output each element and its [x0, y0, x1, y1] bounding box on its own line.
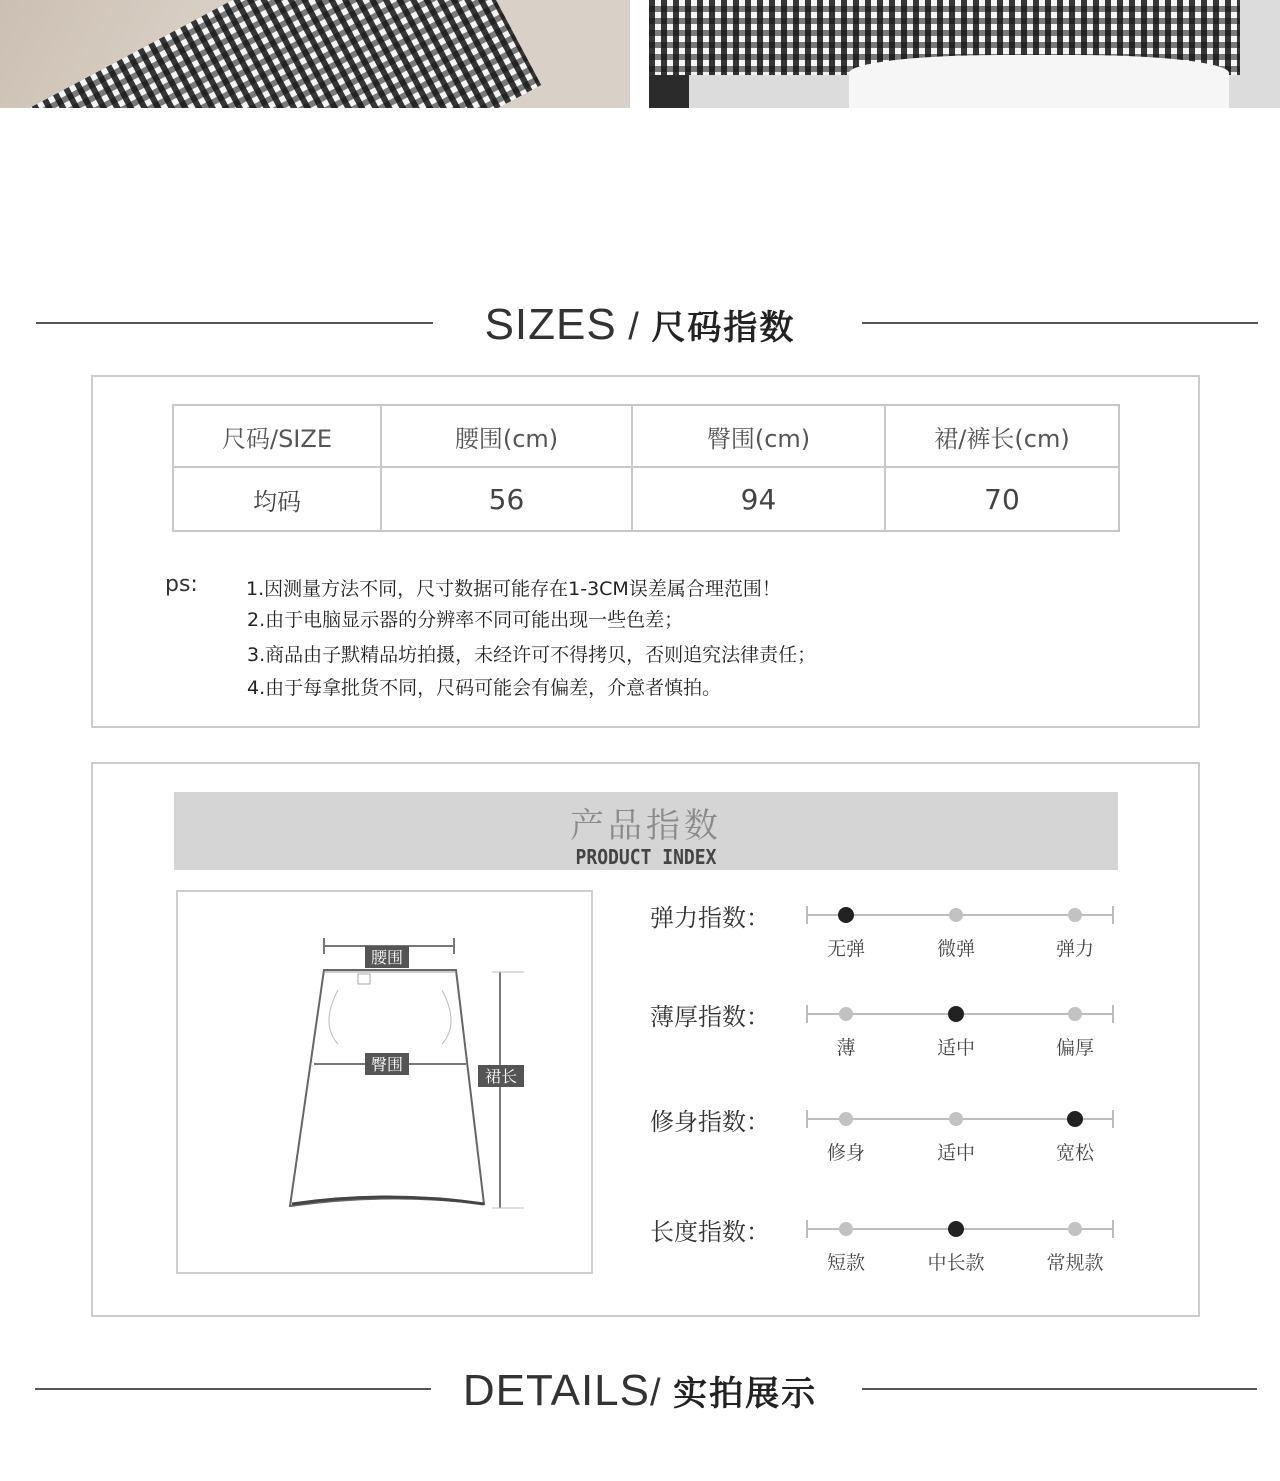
index-dot-selected [1067, 1111, 1083, 1127]
index-option: 宽松 [1055, 1142, 1095, 1164]
details-heading-slash: / [650, 1372, 674, 1414]
length-label: 裙长 [484, 1067, 518, 1086]
sizes-heading-slash: / [616, 306, 652, 348]
size-table-header: 尺码/SIZE [173, 405, 381, 467]
product-photo-left [0, 0, 630, 108]
sizes-heading [0, 300, 1280, 350]
index-track-cap [806, 1220, 808, 1238]
details-heading [0, 1366, 1280, 1416]
index-option: 适中 [936, 1037, 976, 1059]
index-option: 适中 [936, 1142, 976, 1164]
skirt-outline [290, 970, 484, 1206]
index-track-cap [1112, 906, 1114, 924]
skirt-diagram [178, 892, 591, 1272]
index-dot [839, 1007, 853, 1021]
index-label: 弹力指数： [650, 904, 770, 932]
sizes-heading-cn: 尺码指数 [651, 308, 796, 348]
index-label: 修身指数： [650, 1108, 770, 1136]
white-lining [849, 55, 1229, 108]
note-item: 1.因测量方法不同，尺寸数据可能存在1-3CM误差属合理范围！ [246, 578, 781, 600]
product-index-title-en: PRODUCT INDEX [575, 845, 717, 870]
index-track [806, 914, 1114, 916]
sizes-heading-en: SIZES [484, 300, 617, 349]
heading-rule-right [862, 1388, 1257, 1390]
note-item: 4.由于每拿批货不同，尺码可能会有偏差，介意者慎拍。 [247, 677, 722, 699]
index-dot [839, 1222, 853, 1236]
notes-label: ps: [165, 572, 198, 597]
hip-label: 臀围 [370, 1055, 404, 1074]
index-dot-selected [948, 1221, 964, 1237]
waist-label: 腰围 [370, 948, 404, 967]
size-table-cell: 56 [381, 467, 632, 531]
index-dot [949, 1112, 963, 1126]
index-dot-selected [948, 1006, 964, 1022]
size-table-header: 裙/裤长(cm) [885, 405, 1119, 467]
heading-rule-right [862, 322, 1258, 324]
index-option: 微弹 [936, 938, 976, 960]
index-label: 薄厚指数： [650, 1003, 770, 1031]
index-dot [949, 908, 963, 922]
heading-rule-left [35, 1388, 431, 1390]
index-option: 中长款 [927, 1252, 985, 1274]
details-heading-cn: 实拍展示 [673, 1374, 818, 1414]
product-index-banner [174, 792, 1118, 870]
size-table [172, 404, 1120, 532]
size-table-cell: 70 [885, 467, 1119, 531]
index-dot [839, 1112, 853, 1126]
index-track-cap [806, 906, 808, 924]
heading-rule-left [36, 322, 433, 324]
index-option: 薄 [836, 1037, 856, 1059]
size-table-header: 腰围(cm) [381, 405, 632, 467]
skirt-diagram-box [176, 890, 593, 1274]
size-table-cell: 94 [632, 467, 885, 531]
index-option: 弹力 [1055, 938, 1095, 960]
size-table-cell: 均码 [173, 467, 381, 531]
index-option: 偏厚 [1055, 1037, 1095, 1059]
table-row [173, 467, 1119, 531]
index-track-cap [806, 1110, 808, 1128]
details-heading-en: DETAILS [462, 1366, 650, 1415]
index-dot-selected [838, 907, 854, 923]
index-track-cap [1112, 1220, 1114, 1238]
index-track [806, 1013, 1114, 1015]
index-track-cap [806, 1005, 808, 1023]
index-track-cap [1112, 1005, 1114, 1023]
index-track [806, 1118, 1114, 1120]
index-track [806, 1228, 1114, 1230]
index-dot [1068, 908, 1082, 922]
index-option: 短款 [826, 1252, 866, 1274]
size-table-header: 臀围(cm) [632, 405, 885, 467]
note-item: 2.由于电脑显示器的分辨率不同可能出现一些色差； [247, 609, 684, 631]
size-table-header-row [173, 405, 1119, 467]
index-dot [1068, 1007, 1082, 1021]
index-option: 常规款 [1046, 1252, 1104, 1274]
product-photo-right [649, 0, 1280, 108]
index-dot [1068, 1222, 1082, 1236]
index-option: 无弹 [826, 938, 866, 960]
index-label: 长度指数： [650, 1218, 770, 1246]
note-item: 3.商品由子默精品坊拍摄，未经许可不得拷贝，否则追究法律责任； [247, 644, 817, 666]
index-track-cap [1112, 1110, 1114, 1128]
index-option: 修身 [826, 1142, 866, 1164]
product-index-title-cn: 产品指数 [570, 806, 722, 846]
